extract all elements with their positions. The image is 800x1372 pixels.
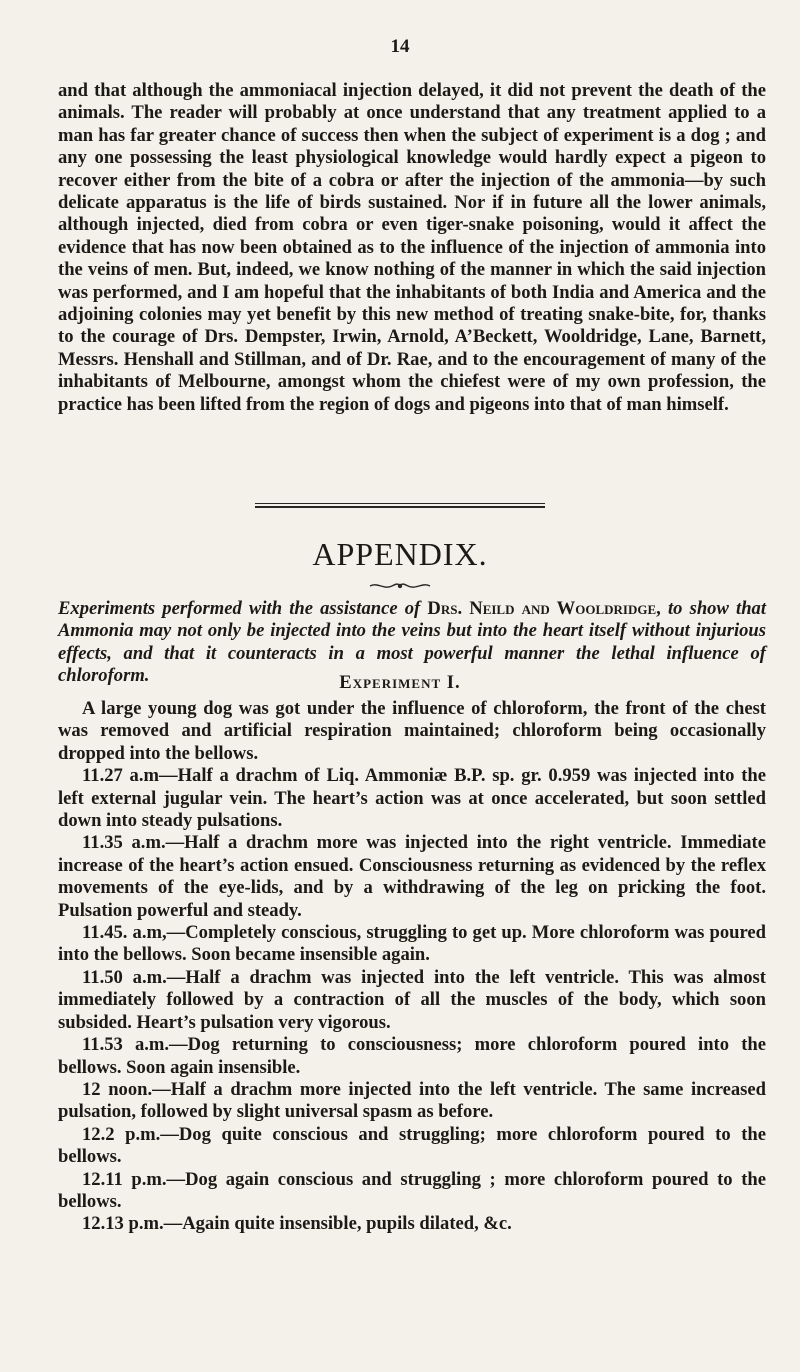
experiment-heading: Experiment I. [339, 672, 461, 693]
experiment-entry: 12.11 p.m.—Dog again conscious and struggling ; more chloroform poured to the bellows. [58, 1168, 766, 1212]
experiment-entry: 11.35 a.m.—Half a drachm more was injected into the right ventricle. Immediate increase of the heart’s action ensued. Consciousness returning as evidenced by the reflex movements of the eye-lids, and by a withdrawing of the leg on pricking the foot. Pulsation powerful and steady. [58, 832, 766, 921]
section-divider [255, 503, 545, 508]
appendix-title: APPENDIX. [312, 536, 488, 572]
experiment-entry: 11.53 a.m.—Dog returning to consciousness; more chloroform poured into the bellows. Soon again insensible. [58, 1034, 766, 1078]
experiment-entry: 12 noon.—Half a drachm more injected into the left ventricle. The same increased pulsation, followed by slight universal spasm as before. [58, 1078, 766, 1123]
experiment-entry: 12.2 p.m.—Dog quite conscious and struggling; more chloroform poured to the bellows. [58, 1123, 766, 1168]
experiment-entry: 12.13 p.m.—Again quite insensible, pupils dilated, &c. [82, 1213, 512, 1235]
subtitle-names: Drs. Neild and Wooldridge, [427, 598, 661, 619]
experiment-body [58, 698, 766, 1236]
page-number: 14 [390, 36, 410, 57]
subtitle-text-1: Experiments performed with the assistance of [58, 598, 428, 619]
experiment-entry: 11.45. a.m,—Completely conscious, struggling to get up. More chloroform was poured into the bellows. Soon became insensible again. [58, 922, 766, 966]
subtitle-text-2: to show that Ammonia may not only be injected into the veins but into the heart itself without injurious effects, and that it counteracts in a most powerful manner the lethal influence of chloroform. [58, 598, 766, 687]
experiment-entry: A large young dog was got under the influence of chloroform, the front of the chest was removed and artificial respiration maintained; chloroform being occasionally dropped into the bellows. [58, 698, 766, 764]
experiment-entry: 11.50 a.m.—Half a drachm was injected into the left ventricle. This was almost immediately followed by a contraction of all the muscles of the body, which soon subsided. Heart’s pulsation very vigorous. [58, 966, 766, 1033]
paragraph-text: and that although the ammoniacal injection delayed, it did not prevent the death of the animals. The reader will probably at once understand that any treatment applied to a man has far greater chance of success then when the subject of experiment is a dog ; and any one possessing the least physiological knowledge would hardly expect a pigeon to recover either from the bite of a cobra or after the injection of the ammonia—by such delicate apparatus is the life of birds sustained. Nor if in future all the lower animals, although injected, died from cobra or even tiger-snake poisoning, would it affect the evidence that has now been obtained as to the influence of the injection of ammonia into the veins of men. But, indeed, we know nothing of the manner in which the said injection was performed, and I am hopeful that the inhabitants of both India and America and the adjoining colonies may yet benefit by this new method of treating snake-bite, for, thanks to the courage of Drs. Dempster, Irwin, Arnold, A’Beckett, Wooldridge, Lane, Barnett, Messrs. Henshall and Stillman, and of Dr. Rae, and to the encouragement of many of the inhabitants of Melbourne, amongst whom the chiefest were of my own profession, the practice has been lifted from the region of dogs and pigeons into that of man himself. [58, 80, 766, 415]
experiment-entry: 11.27 a.m—Half a drachm of Liq. Ammoniæ B.P. sp. gr. 0.959 was injected into the left external jugular vein. The heart’s action was at once accelerated, but soon settled down into steady pulsations. [58, 765, 766, 832]
ornament-flourish-icon [368, 580, 432, 592]
continuation-paragraph [58, 80, 766, 416]
